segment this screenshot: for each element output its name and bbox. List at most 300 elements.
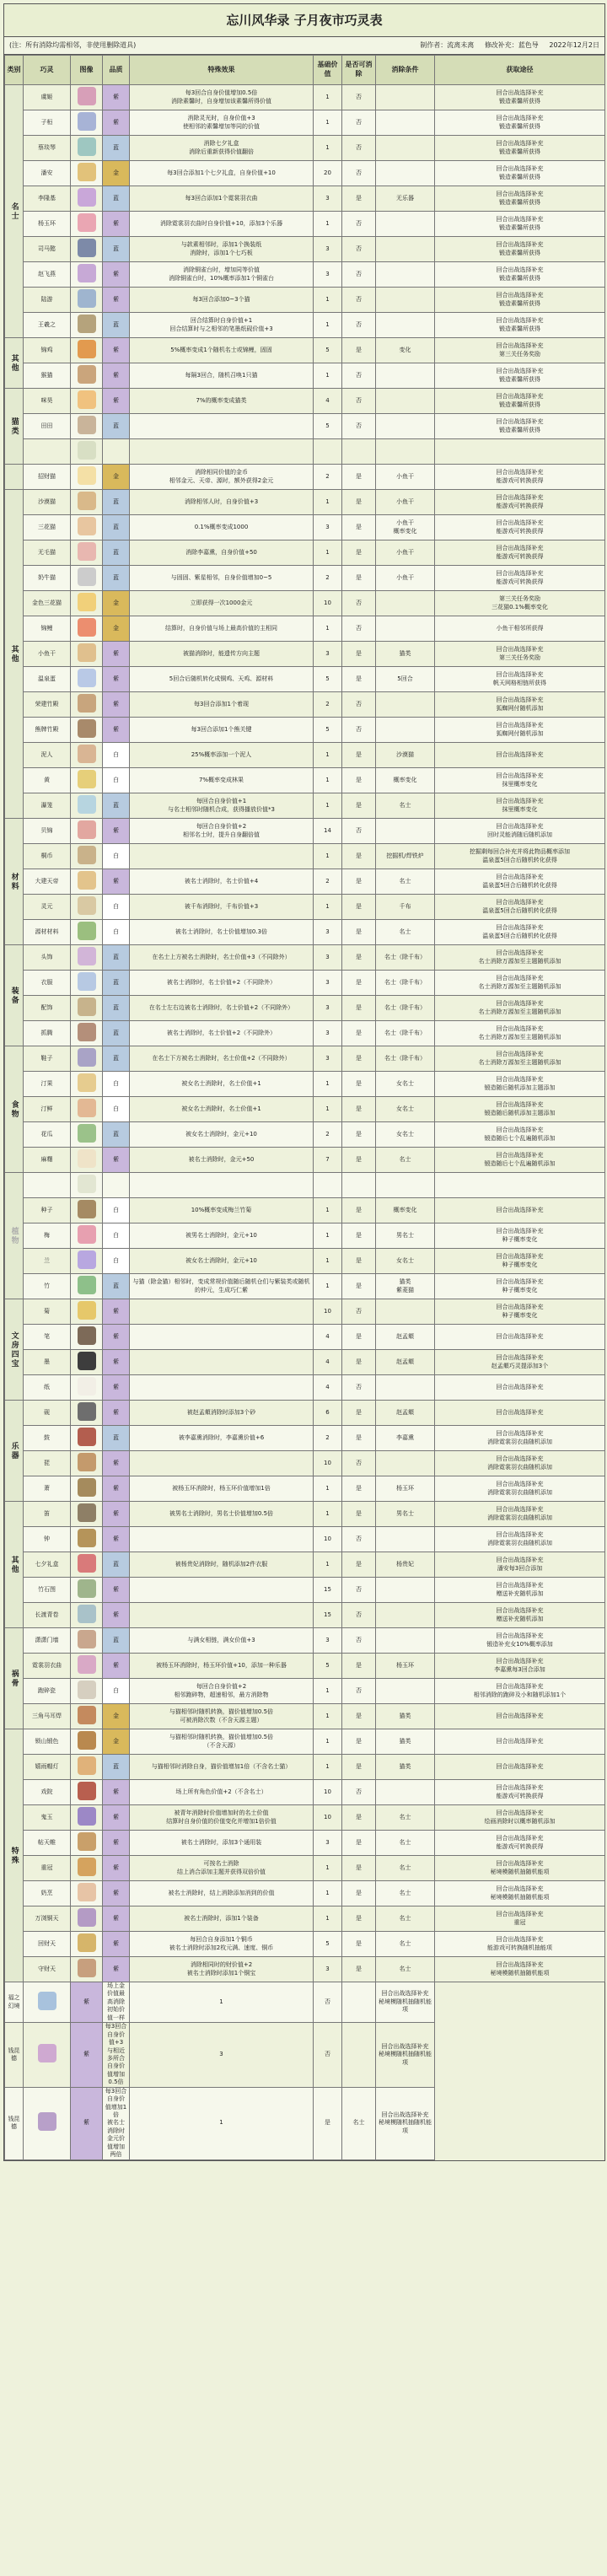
removal-condition: 小鱼干 — [376, 566, 435, 591]
acquire-source: 回合出战选择补充 消除霓裳羽衣曲随机添加 — [435, 1476, 605, 1502]
table-row — [5, 439, 605, 465]
quality-badge: 白 — [103, 1072, 130, 1097]
spirit-name: 熊牌竹殿 — [24, 718, 71, 743]
removal-condition: 名士 — [376, 1831, 435, 1856]
spirit-name: 帖天帷 — [24, 1831, 71, 1856]
removable-flag: 是 — [342, 1881, 376, 1906]
spirit-image-cell — [71, 540, 103, 566]
spirit-image-cell — [71, 616, 103, 642]
spirit-image-cell — [71, 1274, 103, 1299]
spirit-portrait-icon — [78, 1883, 96, 1901]
spirit-image-cell — [71, 136, 103, 161]
removable-flag: 是 — [342, 642, 376, 667]
special-effect: 5回合后随机转化成铜鸡、天鸡、源材料 — [130, 667, 314, 692]
acquire-source: 回合出战选择补充 锻造素馨所获得 — [435, 389, 605, 414]
spirit-image-cell — [71, 1502, 103, 1527]
date: 2022年12月2日 — [549, 41, 599, 49]
spirit-name: 奶烹 — [24, 1881, 71, 1906]
acquire-source: 回合出战选择补充 能游戏可转换获得 — [435, 566, 605, 591]
special-effect: 被名士消除时，名士价值+4 — [130, 869, 314, 895]
spirit-name: 源材材料 — [24, 920, 71, 945]
base-value: 5 — [314, 1654, 342, 1679]
spirit-image-cell — [71, 718, 103, 743]
table-row — [5, 490, 605, 515]
base-value: 4 — [314, 1350, 342, 1375]
col-base-value: 基础价值 — [314, 56, 342, 85]
acquire-source: 回合出战选择补充 种子概率变化 — [435, 1299, 605, 1325]
removal-condition: 沙漠猫 — [376, 743, 435, 768]
removable-flag: 是 — [342, 768, 376, 793]
removal-condition: 猫类 — [376, 1729, 435, 1755]
quality-badge: 紫 — [103, 1780, 130, 1805]
special-effect: 每3回合自身价值增加0.5倍 消除素馨时，自身增加该素馨所得价值 — [130, 85, 314, 110]
base-value: 1 — [314, 1476, 342, 1502]
table-row — [5, 465, 605, 490]
spirit-image-cell — [71, 1780, 103, 1805]
removal-condition: 概率变化 — [376, 768, 435, 793]
base-value: 10 — [314, 1527, 342, 1552]
table-row — [5, 1375, 605, 1401]
spirit-image-cell — [71, 1628, 103, 1654]
spirit-portrait-icon — [78, 239, 96, 257]
acquire-source: 回合出战选择补充 锻造素馨所获得 — [435, 313, 605, 338]
special-effect: 场上金价值最高消除初始价值一样 — [103, 1982, 130, 2023]
special-effect: 每3回合自身价值+3 与相近多所合自身价值增加0.5倍 — [103, 2023, 130, 2088]
quality-badge: 紫 — [103, 1527, 130, 1552]
spirit-image-cell — [71, 793, 103, 819]
special-effect: 被女名士消除时，金元+10 — [130, 1249, 314, 1274]
removal-condition — [376, 1780, 435, 1805]
removable-flag: 是 — [342, 1502, 376, 1527]
quality-badge: 紫 — [71, 1982, 103, 2023]
acquire-source: 回合出战选择补充 锻造素馨所获得 — [435, 161, 605, 186]
spirit-image-cell — [71, 439, 103, 465]
spirit-portrait-icon — [78, 694, 96, 713]
table-row — [5, 1982, 605, 2023]
col-condition: 消除条件 — [376, 56, 435, 85]
removable-flag: 否 — [342, 1299, 376, 1325]
acquire-source: 回合出战选择补充 消除霓裳羽衣曲随机添加 — [435, 1502, 605, 1527]
table-row — [5, 1805, 605, 1831]
spirit-image-cell — [71, 566, 103, 591]
spirit-name: 配饰 — [24, 996, 71, 1021]
removable-flag: 是 — [342, 490, 376, 515]
quality-badge: 金 — [103, 616, 130, 642]
removable-flag: 是 — [342, 1046, 376, 1072]
category-cell: 装备 — [5, 945, 24, 1046]
removal-condition: 猫类 — [376, 1704, 435, 1729]
spirit-name: 灵元 — [24, 895, 71, 920]
special-effect: 在名士上方被名士消除时，名士价值+3（不同除外） — [130, 945, 314, 971]
quality-badge: 紫 — [103, 1401, 130, 1426]
spirit-name: 锁山锻色 — [24, 1729, 71, 1755]
spirit-image-cell — [71, 1122, 103, 1148]
spirit-portrait-icon — [78, 390, 96, 409]
base-value: 3 — [314, 1628, 342, 1654]
quality-badge: 金 — [103, 465, 130, 490]
special-effect: 与款素相邻时，添加1个换装纸 消除时，添加1个七巧板 — [130, 237, 314, 262]
table-row — [5, 2023, 605, 2088]
spirit-name: 三花猫 — [24, 515, 71, 540]
spirit-name: 头饰 — [24, 945, 71, 971]
spirit-image-cell — [71, 110, 103, 136]
category-cell: 名士 — [5, 85, 24, 338]
quality-badge: 紫 — [103, 819, 130, 844]
removable-flag: 是 — [342, 971, 376, 996]
spirit-image-cell — [71, 1325, 103, 1350]
special-effect: 每3回合添加1个霓裳羽衣曲 — [130, 186, 314, 212]
table-row — [5, 313, 605, 338]
removable-flag: 是 — [342, 1755, 376, 1780]
removal-condition: 李嘉熏 — [376, 1426, 435, 1451]
table-row — [5, 1856, 605, 1881]
removable-flag: 否 — [342, 414, 376, 439]
base-value: 1 — [314, 1704, 342, 1729]
base-value: 1 — [314, 793, 342, 819]
special-effect: 被男名士消除时，男名士价值增加0.5倍 — [130, 1502, 314, 1527]
quality-badge: 紫 — [103, 1906, 130, 1932]
table-row — [5, 1426, 605, 1451]
acquire-source: 回合出战选择补充 秘境模随机抽随机能项 — [376, 2023, 435, 2088]
removable-flag: 是 — [342, 945, 376, 971]
spirit-name: 衣服 — [24, 971, 71, 996]
table-row — [5, 895, 605, 920]
spirit-image-cell — [71, 1578, 103, 1603]
special-effect: 被李嘉熏消除时，李嘉熏价值+6 — [130, 1426, 314, 1451]
spirit-name: 菊 — [24, 1299, 71, 1325]
spirit-name: 咪昊 — [24, 389, 71, 414]
removal-condition — [376, 1679, 435, 1704]
special-effect: 每3回合添加1个七夕礼盒，自身价值+10 — [130, 161, 314, 186]
removal-condition: 赵孟頫 — [376, 1325, 435, 1350]
base-value: 1 — [314, 85, 342, 110]
table-row — [5, 1046, 605, 1072]
quality-badge: 紫 — [103, 718, 130, 743]
removable-flag: 否 — [342, 718, 376, 743]
special-effect: 被女名士消除时，名士价值+1 — [130, 1072, 314, 1097]
spirit-name: 田田 — [24, 414, 71, 439]
col-category: 类别 — [5, 56, 24, 85]
spirit-image-cell — [71, 1097, 103, 1122]
spirit-image-cell — [71, 1451, 103, 1476]
base-value — [314, 439, 342, 465]
table-row — [5, 1173, 605, 1198]
table-row — [5, 1299, 605, 1325]
acquire-source: 回合出战选择补充 能游戏可转换获得 — [435, 490, 605, 515]
special-effect: 每回合自身价值+1 与名士相邻时随机合成，获得播放价值*3 — [130, 793, 314, 819]
quality-badge: 紫 — [103, 288, 130, 313]
base-value: 4 — [314, 1375, 342, 1401]
special-effect — [130, 1375, 314, 1401]
spirit-image-cell — [71, 768, 103, 793]
quality-badge: 紫 — [103, 1350, 130, 1375]
removal-condition — [376, 1628, 435, 1654]
acquire-source: 回合出战选择补充 抹里概率变化 — [435, 793, 605, 819]
special-effect: 场上所有角色价值+2（不含名士） — [130, 1780, 314, 1805]
table-row — [5, 2087, 605, 2159]
spirit-image-cell — [71, 1603, 103, 1628]
spirit-name: 长渡青卷 — [24, 1603, 71, 1628]
spirit-portrait-icon — [78, 137, 96, 156]
table-row — [5, 1957, 605, 1982]
removable-flag: 是 — [342, 1148, 376, 1173]
category-cell: 食物 — [5, 1046, 24, 1173]
quality-badge: 蓝 — [103, 136, 130, 161]
quality-badge: 蓝 — [103, 313, 130, 338]
acquire-source: 回合出战选择补充 狐蜘网付随机添加 — [435, 692, 605, 718]
meta-bar — [4, 37, 604, 55]
table-row — [5, 844, 605, 869]
table-row — [5, 1578, 605, 1603]
special-effect: 被赵孟頫消除时添加3个砂 — [130, 1401, 314, 1426]
spirit-portrait-icon — [78, 1756, 96, 1775]
table-row — [5, 1502, 605, 1527]
special-effect: 在名士下方被名士消除时，名士价值+2（不同除外） — [130, 1046, 314, 1072]
spirit-name: 鼓 — [24, 1426, 71, 1451]
special-effect: 被名士消除时，名士价值增加0.3倍 — [130, 920, 314, 945]
quality-badge: 蓝 — [103, 945, 130, 971]
removal-condition: 名士 — [376, 1932, 435, 1957]
spirit-portrait-icon — [78, 1326, 96, 1345]
spirit-portrait-icon — [78, 1959, 96, 1977]
quality-badge: 金 — [103, 591, 130, 616]
spirit-name: 李隆基 — [24, 186, 71, 212]
quality-badge: 紫 — [103, 1375, 130, 1401]
removal-condition: 名士（除千布） — [376, 1021, 435, 1046]
table-body — [5, 85, 605, 2160]
spirit-image-cell — [71, 945, 103, 971]
spirit-image-cell — [71, 1552, 103, 1578]
acquire-source: 小鱼干相邻所获得 — [435, 616, 605, 642]
base-value: 10 — [314, 1805, 342, 1831]
category-cell: 其他 — [5, 338, 24, 389]
table-row — [5, 540, 605, 566]
base-value: 1 — [314, 288, 342, 313]
special-effect: 每回合自身添加1个铜币 被名士消除时添加2枚元满、速度、铜币 — [130, 1932, 314, 1957]
spirit-name — [24, 1173, 71, 1198]
category-cell: 祸骨 — [5, 1628, 24, 1729]
acquire-source: 回合出战选择补充 锻造素馨所获得 — [435, 262, 605, 288]
table-row — [5, 212, 605, 237]
base-value: 5 — [314, 1932, 342, 1957]
spirit-image-cell — [71, 1148, 103, 1173]
table-row — [5, 1906, 605, 1932]
spirit-image-cell — [71, 971, 103, 996]
table-row — [5, 110, 605, 136]
spirit-image-cell — [24, 2023, 71, 2088]
special-effect: 与猫相邻时随机转换，猫价值增加0.5倍 （不含天源） — [130, 1729, 314, 1755]
acquire-source — [435, 439, 605, 465]
acquire-source: 回合出战选择补充 秘境模随机抽随机能项 — [435, 1957, 605, 1982]
removable-flag: 否 — [342, 85, 376, 110]
removal-condition: 杨玉环 — [376, 1654, 435, 1679]
spirit-portrait-icon — [78, 441, 96, 460]
removal-condition — [376, 389, 435, 414]
acquire-source: 回合出战选择补充 锻造随后随机添加主题添加 — [435, 1097, 605, 1122]
special-effect: 被杨玉环消除时，杨玉环价值增加1倍 — [130, 1476, 314, 1502]
spirit-name: 竹 — [24, 1274, 71, 1299]
removal-condition: 猫类 — [376, 642, 435, 667]
acquire-source: 回合出战选择补充 温泉蛋5回合后随机转化获得 — [435, 920, 605, 945]
quality-badge: 紫 — [103, 1831, 130, 1856]
removable-flag: 否 — [342, 1527, 376, 1552]
spirit-image-cell — [71, 819, 103, 844]
spirit-portrait-icon — [78, 1933, 96, 1952]
removable-flag: 否 — [342, 1679, 376, 1704]
removal-condition: 名士（除千布） — [376, 1046, 435, 1072]
spirit-portrait-icon — [78, 163, 96, 181]
spirit-image-cell — [71, 1906, 103, 1932]
quality-badge: 蓝 — [103, 996, 130, 1021]
spirit-name: 纸 — [24, 1375, 71, 1401]
spirit-portrait-icon — [78, 365, 96, 384]
removal-condition — [376, 110, 435, 136]
table-row — [5, 262, 605, 288]
removal-condition — [376, 692, 435, 718]
acquire-source: 回合出战选择补充 锻造随后七个乱遍随机添加 — [435, 1148, 605, 1173]
header-row — [5, 56, 605, 85]
quality-badge — [103, 439, 130, 465]
removable-flag: 是 — [342, 465, 376, 490]
acquire-source: 回合出战选择补充 帆天网格相链所获得 — [435, 667, 605, 692]
spirit-portrait-icon — [78, 466, 96, 485]
special-effect: 7%的概率变成猫类 — [130, 389, 314, 414]
special-effect: 每隔3回合，随机召唤1只猫 — [130, 363, 314, 389]
quality-badge: 金 — [103, 1729, 130, 1755]
table-row — [5, 768, 605, 793]
quality-badge: 白 — [103, 920, 130, 945]
table-row — [5, 718, 605, 743]
acquire-source: 回合出战选择补充 种子概率变化 — [435, 1249, 605, 1274]
quality-badge: 白 — [103, 1198, 130, 1223]
acquire-source: 回合出战选择补充 相邻消除的跑碎及小和随机添加1个 — [435, 1679, 605, 1704]
special-effect: 每3回合自身价值增加1倍 被名士消除时金元价值增加两倍 — [103, 2087, 130, 2159]
acquire-source — [435, 1173, 605, 1198]
acquire-source: 回合出战选择补充 名士消除万源加至主题随机添加 — [435, 996, 605, 1021]
spirit-image-cell — [71, 490, 103, 515]
spirit-image-cell — [71, 667, 103, 692]
table-row — [5, 338, 605, 363]
spirit-portrait-icon — [78, 315, 96, 333]
spirit-name: 贝锦 — [24, 819, 71, 844]
acquire-source: 回合出战选择补充 锻造随后随机添加主题添加 — [435, 1072, 605, 1097]
table-row — [5, 1704, 605, 1729]
removable-flag: 是 — [342, 1426, 376, 1451]
special-effect: 被名士消除时，添加1个装备 — [130, 1906, 314, 1932]
spirit-name: 汀鲜 — [24, 1097, 71, 1122]
spirit-portrait-icon — [78, 896, 96, 915]
removal-condition: 变化 — [376, 338, 435, 363]
table-row — [5, 1350, 605, 1375]
special-effect: 0.1%概率变成1000 — [130, 515, 314, 540]
removal-condition: 名士 — [376, 920, 435, 945]
acquire-source: 回合出战选择补充 重冠 — [435, 1906, 605, 1932]
table-row — [5, 1527, 605, 1552]
table-row — [5, 1401, 605, 1426]
spirit-portrait-icon — [78, 1579, 96, 1598]
removal-condition: 名士 — [376, 1957, 435, 1982]
spirit-name: 万浏铜天 — [24, 1906, 71, 1932]
quality-badge: 蓝 — [103, 793, 130, 819]
table-row — [5, 1122, 605, 1148]
category-cell: 猫类 — [5, 389, 24, 465]
base-value: 15 — [314, 1603, 342, 1628]
quality-badge: 紫 — [103, 110, 130, 136]
base-value: 3 — [130, 2023, 314, 2088]
acquire-source: 回合出战选择补充 — [435, 1198, 605, 1223]
base-value: 1 — [314, 490, 342, 515]
removable-flag: 否 — [342, 161, 376, 186]
removal-condition: 名士 — [376, 1148, 435, 1173]
removal-condition — [342, 2023, 376, 2088]
spirit-portrait-icon — [78, 1630, 96, 1648]
base-value: 4 — [314, 1325, 342, 1350]
special-effect: 被女名士消除时，名士价值+1 — [130, 1097, 314, 1122]
special-effect: 每回合自身价值+2 相邻跑碎物，超速相邻，最方消除物 — [130, 1679, 314, 1704]
spirit-image-cell — [71, 869, 103, 895]
category-cell: 其他 — [5, 490, 24, 819]
acquire-source: 回合出战选择补充 — [435, 1375, 605, 1401]
acquire-source: 回合出战选择补充 秘境模随机抽随机能项 — [435, 1856, 605, 1881]
removable-flag: 否 — [342, 616, 376, 642]
quality-badge: 白 — [103, 844, 130, 869]
spirit-portrait-icon — [78, 213, 96, 232]
quality-badge: 紫 — [103, 1881, 130, 1906]
removable-flag: 否 — [342, 313, 376, 338]
spirit-image-cell — [71, 338, 103, 363]
base-value: 7 — [314, 1148, 342, 1173]
special-effect — [130, 439, 314, 465]
category-cell: 其他 — [5, 1502, 24, 1628]
spirit-name: 钟 — [24, 1527, 71, 1552]
table-row — [5, 1679, 605, 1704]
spirit-portrait-icon — [78, 643, 96, 662]
base-value: 3 — [314, 1831, 342, 1856]
removable-flag: 是 — [342, 1072, 376, 1097]
spirit-name — [24, 439, 71, 465]
spirit-portrait-icon — [78, 820, 96, 839]
spirit-image-cell — [71, 895, 103, 920]
removal-condition: 名士 — [376, 1856, 435, 1881]
spirit-image-cell — [71, 1426, 103, 1451]
table-row — [5, 186, 605, 212]
removable-flag: 否 — [342, 591, 376, 616]
acquire-source: 回合出战选择补充 锻造补充女10%概率添加 — [435, 1628, 605, 1654]
removal-condition: 猫类 — [376, 1755, 435, 1780]
spirit-name: 回财天 — [24, 1932, 71, 1957]
spirit-image-cell — [71, 1299, 103, 1325]
removal-condition: 小鱼干 — [376, 540, 435, 566]
quality-badge: 紫 — [103, 1451, 130, 1476]
acquire-source: 回合出战选择补充 第三关任务奖励 — [435, 642, 605, 667]
removal-condition — [376, 85, 435, 110]
removal-condition: 名士 — [376, 1906, 435, 1932]
special-effect: 被青年消除时价值增加时的名士价值 结算时自身价值的价值变化并增加1倍价值 — [130, 1805, 314, 1831]
spirit-portrait-icon — [78, 1478, 96, 1497]
base-value: 1 — [314, 1274, 342, 1299]
acquire-source: 回合出战选择补充 赠送补充随机添加 — [435, 1578, 605, 1603]
quality-badge: 蓝 — [103, 1274, 130, 1299]
acquire-source: 回合出战选择补充 秘境模随机抽随机能项 — [376, 2087, 435, 2159]
removable-flag: 是 — [342, 1932, 376, 1957]
spirit-portrait-icon — [78, 416, 96, 434]
acquire-source: 挖掘剩每回合补充并将此物品概率添加 温泉蛋5回合后随机转化获得 — [435, 844, 605, 869]
removal-condition: 概率变化 — [376, 1198, 435, 1223]
base-value: 2 — [314, 692, 342, 718]
removable-flag: 是 — [342, 667, 376, 692]
table-row — [5, 363, 605, 389]
spirit-image-cell — [71, 85, 103, 110]
